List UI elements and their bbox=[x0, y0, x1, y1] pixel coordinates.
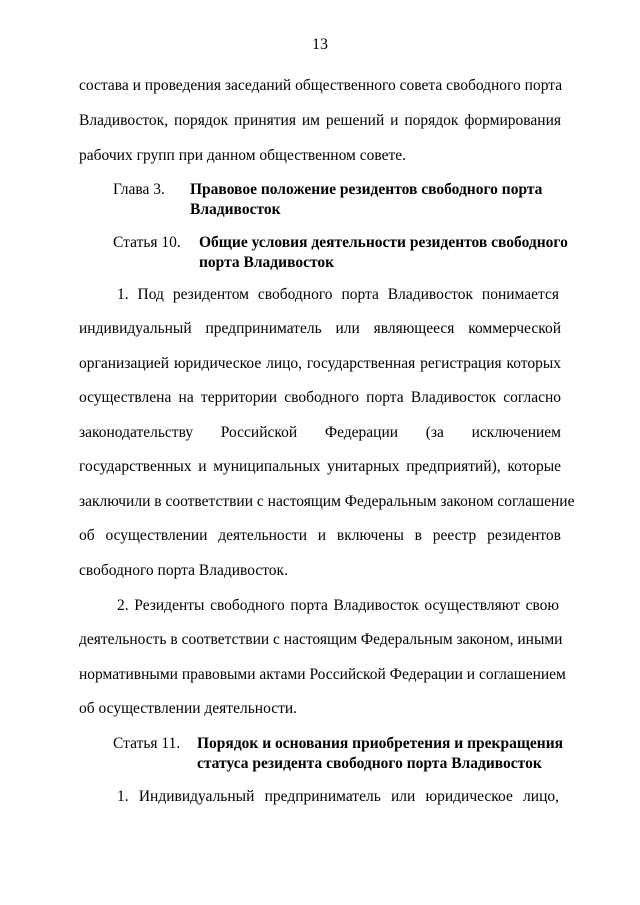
text-line: государственных и муниципальных унитарных предприятий), которые bbox=[79, 458, 561, 475]
text-line: организацией юридическое лицо, государственная регистрация которых bbox=[79, 355, 561, 372]
article-title-line: статуса резидента свободного порта Владивосток bbox=[197, 755, 542, 772]
text-line: нормативными правовыми актами Российской Федерации и соглашением bbox=[79, 666, 566, 683]
text-line: 1. Под резидентом свободного порта Владивосток понимается bbox=[117, 286, 559, 303]
text-line: деятельность в соответствии с настоящим Федеральным законом, иными bbox=[79, 631, 563, 648]
text-line: Владивосток, порядок принятия им решений и порядок формирования bbox=[79, 112, 561, 129]
text-line: об осуществлении деятельности и включены в реестр резидентов bbox=[79, 527, 561, 544]
article-title-line: порта Владивосток bbox=[199, 254, 335, 271]
article-title-line: Порядок и основания приобретения и прекращения bbox=[197, 735, 564, 752]
text-line: заключили в соответствии с настоящим Федеральным законом соглашение bbox=[79, 493, 575, 510]
chapter-title-line: Правовое положение резидентов свободного порта bbox=[190, 181, 543, 198]
text-line: осуществлена на территории свободного порта Владивосток согласно bbox=[79, 389, 561, 406]
article-title bbox=[197, 734, 563, 774]
text-line: 2. Резиденты свободного порта Владивосток осуществляют свою bbox=[117, 597, 559, 614]
chapter-title-line: Владивосток bbox=[190, 201, 281, 218]
article-title-line: Общие условия деятельности резидентов свободного bbox=[199, 234, 568, 251]
text-line: состава и проведения заседаний общественного совета свободного порта bbox=[79, 77, 563, 94]
text-line: законодательству Российской Федерации (за исключением bbox=[79, 424, 561, 441]
article-title bbox=[199, 233, 568, 273]
article-label: Статья 10. bbox=[113, 234, 181, 251]
text-line: об осуществлении деятельности. bbox=[79, 700, 298, 717]
text-line: свободного порта Владивосток. bbox=[79, 562, 288, 579]
text-line: рабочих групп при данном общественном совете. bbox=[79, 147, 406, 164]
text-line: индивидуальный предприниматель или являющееся коммерческой bbox=[79, 320, 561, 337]
page-number: 13 bbox=[312, 36, 328, 53]
chapter-title bbox=[190, 180, 542, 220]
article-label: Статья 11. bbox=[113, 735, 181, 752]
text-line: 1. Индивидуальный предприниматель или юридическое лицо, bbox=[117, 788, 559, 805]
chapter-label: Глава 3. bbox=[113, 181, 165, 198]
